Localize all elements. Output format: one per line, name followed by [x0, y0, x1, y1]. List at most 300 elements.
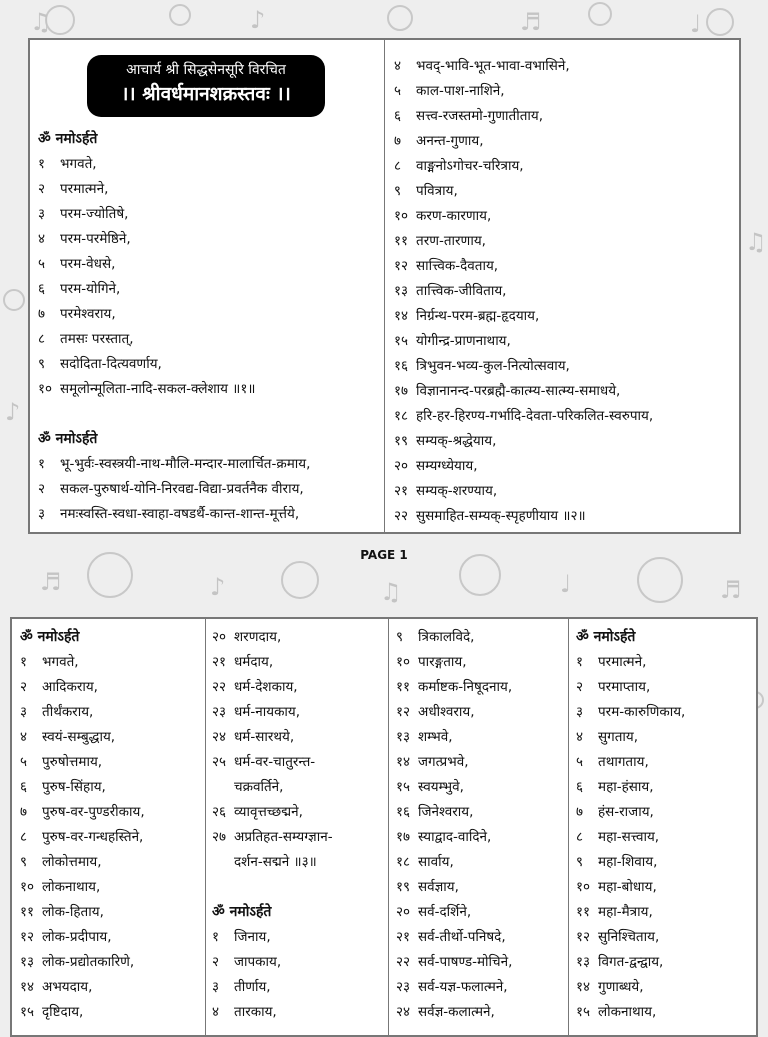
verse-line — [212, 850, 387, 875]
verse-line — [394, 404, 739, 429]
verse-number: ७ — [576, 804, 584, 820]
verse-line — [396, 1000, 566, 1025]
verse-line — [576, 675, 756, 700]
verse-text: सुसमाहित-सम्यक्-स्पृहणीयाय ॥२॥ — [416, 508, 586, 524]
verse-line — [212, 825, 387, 850]
section-heading: ॐ नमोऽर्हते — [38, 131, 98, 147]
svg-text:♫: ♫ — [745, 228, 767, 256]
verse-text: शरणदाय, — [234, 629, 282, 645]
verse-number: १३ — [394, 283, 409, 299]
svg-text:♬: ♬ — [40, 568, 62, 596]
verse-number: १८ — [396, 854, 411, 870]
verse-text: विज्ञानानन्द-परब्रह्मै-कात्म्य-सात्म्य-समाधये, — [416, 383, 621, 399]
verse-line — [394, 429, 739, 454]
verse-number: १६ — [396, 804, 411, 820]
verse-line — [396, 750, 566, 775]
verse-number: ३ — [576, 704, 584, 720]
verse-line — [396, 825, 566, 850]
verse-line — [394, 79, 739, 104]
verse-list — [212, 625, 387, 875]
verse-text: जगत्प्रभवे, — [418, 754, 469, 770]
verse-list — [212, 925, 387, 1025]
verse-number: ५ — [576, 754, 584, 770]
verse-line — [38, 252, 378, 277]
verse-line — [38, 352, 378, 377]
verse-line — [212, 750, 387, 775]
verse-text: सकल-पुरुषार्थ-योनि-निरवद्य-विद्या-प्रवर्तनैक वीराय, — [60, 481, 304, 497]
verse-number: २२ — [394, 508, 409, 524]
svg-text:♩: ♩ — [690, 10, 702, 38]
verse-number: १० — [396, 654, 411, 670]
verse-line — [20, 775, 205, 800]
verse-line — [212, 950, 387, 975]
verse-text: सुगताय, — [598, 729, 639, 745]
verse-line — [576, 850, 756, 875]
verse-text: दर्शन-सद्मने ॥३॥ — [234, 854, 317, 870]
verse-line — [394, 204, 739, 229]
verse-number: २० — [396, 904, 411, 920]
verse-number: १८ — [394, 408, 409, 424]
svg-text:♫: ♫ — [380, 578, 402, 606]
verse-text: धर्म-सारथये, — [234, 729, 295, 745]
verse-text: भू-भुर्वः-स्वस्त्रयी-नाथ-मौलि-मन्दार-मालार्चित-क्रमाय, — [60, 456, 311, 472]
verse-line — [20, 650, 205, 675]
verse-text: शम्भवे, — [418, 729, 453, 745]
verse-line — [394, 304, 739, 329]
title-box — [87, 55, 325, 117]
verse-line — [394, 504, 739, 529]
verse-text: सम्यग्ध्येयाय, — [416, 458, 478, 474]
verse-number: २० — [212, 629, 227, 645]
verse-line — [212, 650, 387, 675]
verse-text: लोकनाथाय, — [42, 879, 101, 895]
verse-text: योगीन्द्र-प्राणनाथाय, — [416, 333, 511, 349]
verse-number: ८ — [576, 829, 584, 845]
verse-number: ७ — [38, 306, 46, 322]
verse-text: परमात्मने, — [598, 654, 647, 670]
verse-line — [38, 152, 378, 177]
verse-number: १२ — [394, 258, 409, 274]
verse-line — [394, 254, 739, 279]
verse-number: २१ — [396, 929, 411, 945]
verse-number: २३ — [212, 704, 227, 720]
verse-number: १४ — [394, 308, 409, 324]
verse-text: अभयदाय, — [42, 979, 93, 995]
verse-number: ६ — [394, 108, 402, 124]
verse-line — [212, 675, 387, 700]
verse-line — [20, 900, 205, 925]
svg-text:♬: ♬ — [720, 576, 742, 604]
verse-line — [396, 975, 566, 1000]
verse-text: तारकाय, — [234, 1004, 277, 1020]
verse-line — [576, 950, 756, 975]
verse-line — [38, 302, 378, 327]
verse-text: सार्वाय, — [418, 854, 454, 870]
verse-line — [394, 354, 739, 379]
verse-number: २१ — [394, 483, 409, 499]
verse-list — [394, 54, 739, 529]
verse-text: भगवते, — [60, 156, 97, 172]
verse-text: काल-पाश-नाशिने, — [416, 83, 505, 99]
verse-number: ८ — [20, 829, 28, 845]
verse-line — [396, 925, 566, 950]
verse-line — [396, 950, 566, 975]
verse-number: १४ — [396, 754, 411, 770]
verse-line — [20, 950, 205, 975]
verse-number: १० — [576, 879, 591, 895]
verse-number: ९ — [396, 629, 404, 645]
verse-text: कर्माष्टक-निषूदनाय, — [418, 679, 513, 695]
column-divider — [205, 619, 206, 1035]
verse-text: सर्वज्ञ-कलात्मने, — [418, 1004, 495, 1020]
verse-line — [576, 650, 756, 675]
section-heading: ॐ नमोऽर्हते — [38, 431, 98, 447]
verse-number: ११ — [394, 233, 409, 249]
verse-number: १ — [38, 156, 46, 172]
verse-line — [394, 179, 739, 204]
verse-line — [394, 154, 739, 179]
section-heading: ॐ नमोऽर्हते — [20, 629, 80, 645]
verse-text: धर्म-नायकाय, — [234, 704, 301, 720]
verse-text: महा-शिवाय, — [598, 854, 658, 870]
verse-number: १७ — [394, 383, 409, 399]
verse-line — [20, 1000, 205, 1025]
verse-line — [396, 625, 566, 650]
verse-number: ८ — [38, 331, 46, 347]
verse-text: धर्मदाय, — [234, 654, 274, 670]
verse-number: ११ — [576, 904, 591, 920]
verse-line — [396, 900, 566, 925]
verse-list — [38, 452, 378, 527]
verse-text: आदिकराय, — [42, 679, 98, 695]
verse-text: परम-वेधसे, — [60, 256, 116, 272]
verse-number: ४ — [576, 729, 584, 745]
svg-text:♪: ♪ — [250, 6, 266, 34]
section-heading: ॐ नमोऽर्हते — [576, 629, 636, 645]
verse-number: १५ — [576, 1004, 591, 1020]
verse-line — [38, 502, 378, 527]
svg-text:♩: ♩ — [560, 570, 572, 598]
verse-number: १० — [38, 381, 53, 397]
verse-text: तात्त्विक-जीविताय, — [416, 283, 507, 299]
verse-number: २१ — [212, 654, 227, 670]
verse-line — [212, 775, 387, 800]
verse-line — [576, 700, 756, 725]
verse-line — [38, 227, 378, 252]
verse-line — [212, 1000, 387, 1025]
verse-text: परमेश्वराय, — [60, 306, 116, 322]
verse-number: २ — [212, 954, 220, 970]
verse-line — [576, 800, 756, 825]
verse-number: ९ — [38, 356, 46, 372]
verse-line — [38, 277, 378, 302]
verse-line — [396, 650, 566, 675]
verse-number: ११ — [20, 904, 35, 920]
verse-number: ९ — [20, 854, 28, 870]
verse-text: त्रिभुवन-भव्य-कुल-नित्योत्सवाय, — [416, 358, 570, 374]
verse-text: अधीश्वराय, — [418, 704, 475, 720]
verse-line — [396, 850, 566, 875]
verse-number: १० — [20, 879, 35, 895]
verse-number: ११ — [396, 679, 411, 695]
verse-line — [396, 775, 566, 800]
verse-text: पवित्राय, — [416, 183, 458, 199]
verse-text: महा-बोधाय, — [598, 879, 657, 895]
verse-text: परम-ज्योतिषे, — [60, 206, 129, 222]
verse-text: चक्रवर्तिने, — [234, 779, 284, 795]
verse-text: अनन्त-गुणाय, — [416, 133, 484, 149]
verse-number: १५ — [394, 333, 409, 349]
verse-text: महा-सत्त्वाय, — [598, 829, 660, 845]
verse-text: तीर्थंकराय, — [42, 704, 94, 720]
verse-line — [20, 675, 205, 700]
section-heading: ॐ नमोऽर्हते — [212, 904, 272, 920]
verse-number: ६ — [576, 779, 584, 795]
verse-line — [20, 925, 205, 950]
verse-line — [396, 700, 566, 725]
verse-number: २५ — [212, 754, 227, 770]
verse-number: २ — [576, 679, 584, 695]
verse-line — [396, 725, 566, 750]
verse-line — [394, 229, 739, 254]
svg-text:♬: ♬ — [520, 8, 542, 36]
verse-line — [38, 452, 378, 477]
verse-number: २ — [38, 481, 46, 497]
bottom-column-1 — [20, 625, 205, 1025]
verse-number: ९ — [576, 854, 584, 870]
verse-text: लोक-प्रदीपाय, — [42, 929, 112, 945]
verse-text: धर्म-देशकाय, — [234, 679, 298, 695]
verse-number: १३ — [576, 954, 591, 970]
verse-number: १२ — [396, 704, 411, 720]
verse-number: ४ — [20, 729, 28, 745]
verse-text: सम्यक्-शरण्याय, — [416, 483, 498, 499]
verse-line — [576, 1000, 756, 1025]
verse-text: लोक-प्रद्योतकारिणे, — [42, 954, 135, 970]
verse-text: परम-परमेष्ठिने, — [60, 231, 131, 247]
verse-text: सर्वज्ञाय, — [418, 879, 459, 895]
top-right-column — [394, 54, 739, 529]
verse-number: १२ — [576, 929, 591, 945]
verse-line — [576, 725, 756, 750]
verse-number: ४ — [394, 58, 402, 74]
verse-list — [20, 650, 205, 1025]
page-label: PAGE 1 — [360, 548, 408, 562]
verse-list — [38, 152, 378, 402]
verse-text: नमःस्वस्ति-स्वधा-स्वाहा-वषडर्थै-कान्त-शान्त-मूर्त्तये, — [60, 506, 300, 522]
verse-text: सदोदिता-दित्यवर्णाय, — [60, 356, 162, 372]
verse-text: गुणाब्धये, — [598, 979, 644, 995]
verse-text: त्रिकालविदे, — [418, 629, 475, 645]
verse-number: १२ — [20, 929, 35, 945]
verse-text: दृष्टिदाय, — [42, 1004, 84, 1020]
verse-line — [576, 750, 756, 775]
verse-line — [20, 975, 205, 1000]
bottom-column-3 — [396, 625, 566, 1025]
verse-line — [38, 477, 378, 502]
verse-text: निर्ग्रन्थ-परम-ब्रह्म-हृदयाय, — [416, 308, 540, 324]
verse-line — [394, 379, 739, 404]
verse-text: तमसः परस्तात्, — [60, 331, 134, 347]
page-2-panel — [10, 617, 758, 1037]
verse-line — [20, 850, 205, 875]
verse-number: ८ — [394, 158, 402, 174]
top-left-column — [38, 127, 378, 527]
column-divider — [388, 619, 389, 1035]
verse-text: सात्त्विक-दैवताय, — [416, 258, 499, 274]
verse-line — [394, 479, 739, 504]
verse-text: वाङ्मनोऽगोचर-चरित्राय, — [416, 158, 524, 174]
verse-line — [576, 775, 756, 800]
verse-number: ५ — [38, 256, 46, 272]
verse-text: परमाप्ताय, — [598, 679, 651, 695]
bottom-column-2 — [212, 625, 387, 1025]
verse-line — [212, 975, 387, 1000]
verse-text: लोकोत्तमाय, — [42, 854, 102, 870]
verse-number: १९ — [396, 879, 411, 895]
verse-line — [20, 700, 205, 725]
verse-text: हंस-राजाय, — [598, 804, 654, 820]
verse-text: सर्व-दर्शिने, — [418, 904, 472, 920]
verse-line — [394, 279, 739, 304]
verse-number: ४ — [212, 1004, 220, 1020]
verse-text: तथागताय, — [598, 754, 649, 770]
verse-number: २४ — [396, 1004, 411, 1020]
verse-number: ५ — [394, 83, 402, 99]
verse-number: १९ — [394, 433, 409, 449]
verse-line — [38, 202, 378, 227]
verse-number: १ — [20, 654, 28, 670]
verse-number: १५ — [20, 1004, 35, 1020]
verse-number: ३ — [20, 704, 28, 720]
verse-number: ३ — [38, 206, 46, 222]
column-divider — [568, 619, 569, 1035]
verse-text: विगत-द्वन्द्वाय, — [598, 954, 664, 970]
verse-line — [394, 129, 739, 154]
verse-number: १४ — [576, 979, 591, 995]
verse-number: १३ — [20, 954, 35, 970]
verse-text: धर्म-वर-चातुरन्त- — [234, 754, 316, 770]
verse-text: करण-कारणाय, — [416, 208, 492, 224]
verse-text: सुनिश्चिताय, — [598, 929, 660, 945]
verse-number: २ — [20, 679, 28, 695]
verse-line — [212, 925, 387, 950]
verse-text: जिनेश्वराय, — [418, 804, 474, 820]
verse-line — [38, 377, 378, 402]
verse-text: समूलोन्मूलिता-नादि-सकल-क्लेशाय ॥१॥ — [60, 381, 256, 397]
verse-line — [576, 900, 756, 925]
verse-line — [394, 54, 739, 79]
verse-text: हरि-हर-हिरण्य-गर्भादि-देवता-परिकलित-स्वरुपाय, — [416, 408, 654, 424]
verse-number: २७ — [212, 829, 227, 845]
verse-text: अप्रतिहत-सम्यग्ज्ञान- — [234, 829, 333, 845]
verse-line — [394, 454, 739, 479]
svg-text:♪: ♪ — [5, 398, 21, 426]
verse-text: पारङ्गताय, — [418, 654, 467, 670]
verse-number: १६ — [394, 358, 409, 374]
verse-text: जापकाय, — [234, 954, 282, 970]
verse-text: तीर्णाय, — [234, 979, 271, 995]
verse-number: १ — [38, 456, 46, 472]
verse-line — [394, 104, 739, 129]
verse-number: ६ — [38, 281, 46, 297]
svg-text:♫: ♫ — [30, 8, 52, 36]
verse-line — [396, 875, 566, 900]
title-main-line: ।। श्रीवर्धमानशक्रस्तवः ।। — [121, 83, 291, 105]
verse-number: ३ — [38, 506, 46, 522]
bottom-column-4 — [576, 625, 756, 1025]
verse-line — [576, 875, 756, 900]
verse-line — [576, 975, 756, 1000]
verse-text: महा-हंसाय, — [598, 779, 654, 795]
verse-line — [20, 750, 205, 775]
verse-number: १५ — [396, 779, 411, 795]
verse-text: पुरुष-सिंहाय, — [42, 779, 106, 795]
verse-number: १ — [576, 654, 584, 670]
verse-number: २ — [38, 181, 46, 197]
verse-text: सर्व-तीर्थो-पनिषदे, — [418, 929, 506, 945]
title-author-line: आचार्य श्री सिद्धसेनसूरि विरचित — [126, 62, 286, 78]
column-divider — [384, 40, 385, 532]
verse-line — [20, 825, 205, 850]
verse-number: २४ — [212, 729, 227, 745]
verse-number: ४ — [38, 231, 46, 247]
verse-line — [394, 329, 739, 354]
svg-text:♪: ♪ — [210, 573, 226, 601]
verse-number: २३ — [396, 979, 411, 995]
verse-text: सत्त्व-रजस्तमो-गुणातीताय, — [416, 108, 544, 124]
verse-line — [212, 700, 387, 725]
verse-line — [20, 725, 205, 750]
verse-number: ६ — [20, 779, 28, 795]
verse-number: ७ — [20, 804, 28, 820]
verse-text: परमात्मने, — [60, 181, 109, 197]
verse-text: परम-योगिने, — [60, 281, 121, 297]
verse-text: लोक-हिताय, — [42, 904, 104, 920]
verse-text: सम्यक्-श्रद्धेयाय, — [416, 433, 497, 449]
verse-text: परम-कारुणिकाय, — [598, 704, 686, 720]
verse-number: १७ — [396, 829, 411, 845]
verse-line — [38, 177, 378, 202]
verse-number: १० — [394, 208, 409, 224]
verse-line — [576, 925, 756, 950]
verse-line — [20, 875, 205, 900]
verse-text: सर्व-यज्ञ-फलात्मने, — [418, 979, 508, 995]
verse-line — [38, 327, 378, 352]
verse-number: ५ — [20, 754, 28, 770]
verse-number: २६ — [212, 804, 227, 820]
verse-text: भवद्-भावि-भूत-भावा-वभासिने, — [416, 58, 570, 74]
verse-number: २२ — [396, 954, 411, 970]
verse-number: १ — [212, 929, 220, 945]
verse-line — [20, 800, 205, 825]
verse-number: ९ — [394, 183, 402, 199]
verse-text: जिनाय, — [234, 929, 271, 945]
verse-text: पुरुष-वर-गन्धहस्तिने, — [42, 829, 144, 845]
verse-text: सर्व-पाषण्ड-मोचिने, — [418, 954, 513, 970]
verse-text: स्वयम्भुवे, — [418, 779, 464, 795]
verse-text: व्यावृत्तच्छद्मने, — [234, 804, 303, 820]
verse-line — [576, 825, 756, 850]
verse-list — [576, 650, 756, 1025]
verse-line — [212, 725, 387, 750]
verse-text: भगवते, — [42, 654, 79, 670]
verse-number: २० — [394, 458, 409, 474]
verse-line — [212, 800, 387, 825]
verse-number: ३ — [212, 979, 220, 995]
verse-text: स्वयं-सम्बुद्धाय, — [42, 729, 116, 745]
verse-list — [396, 625, 566, 1025]
